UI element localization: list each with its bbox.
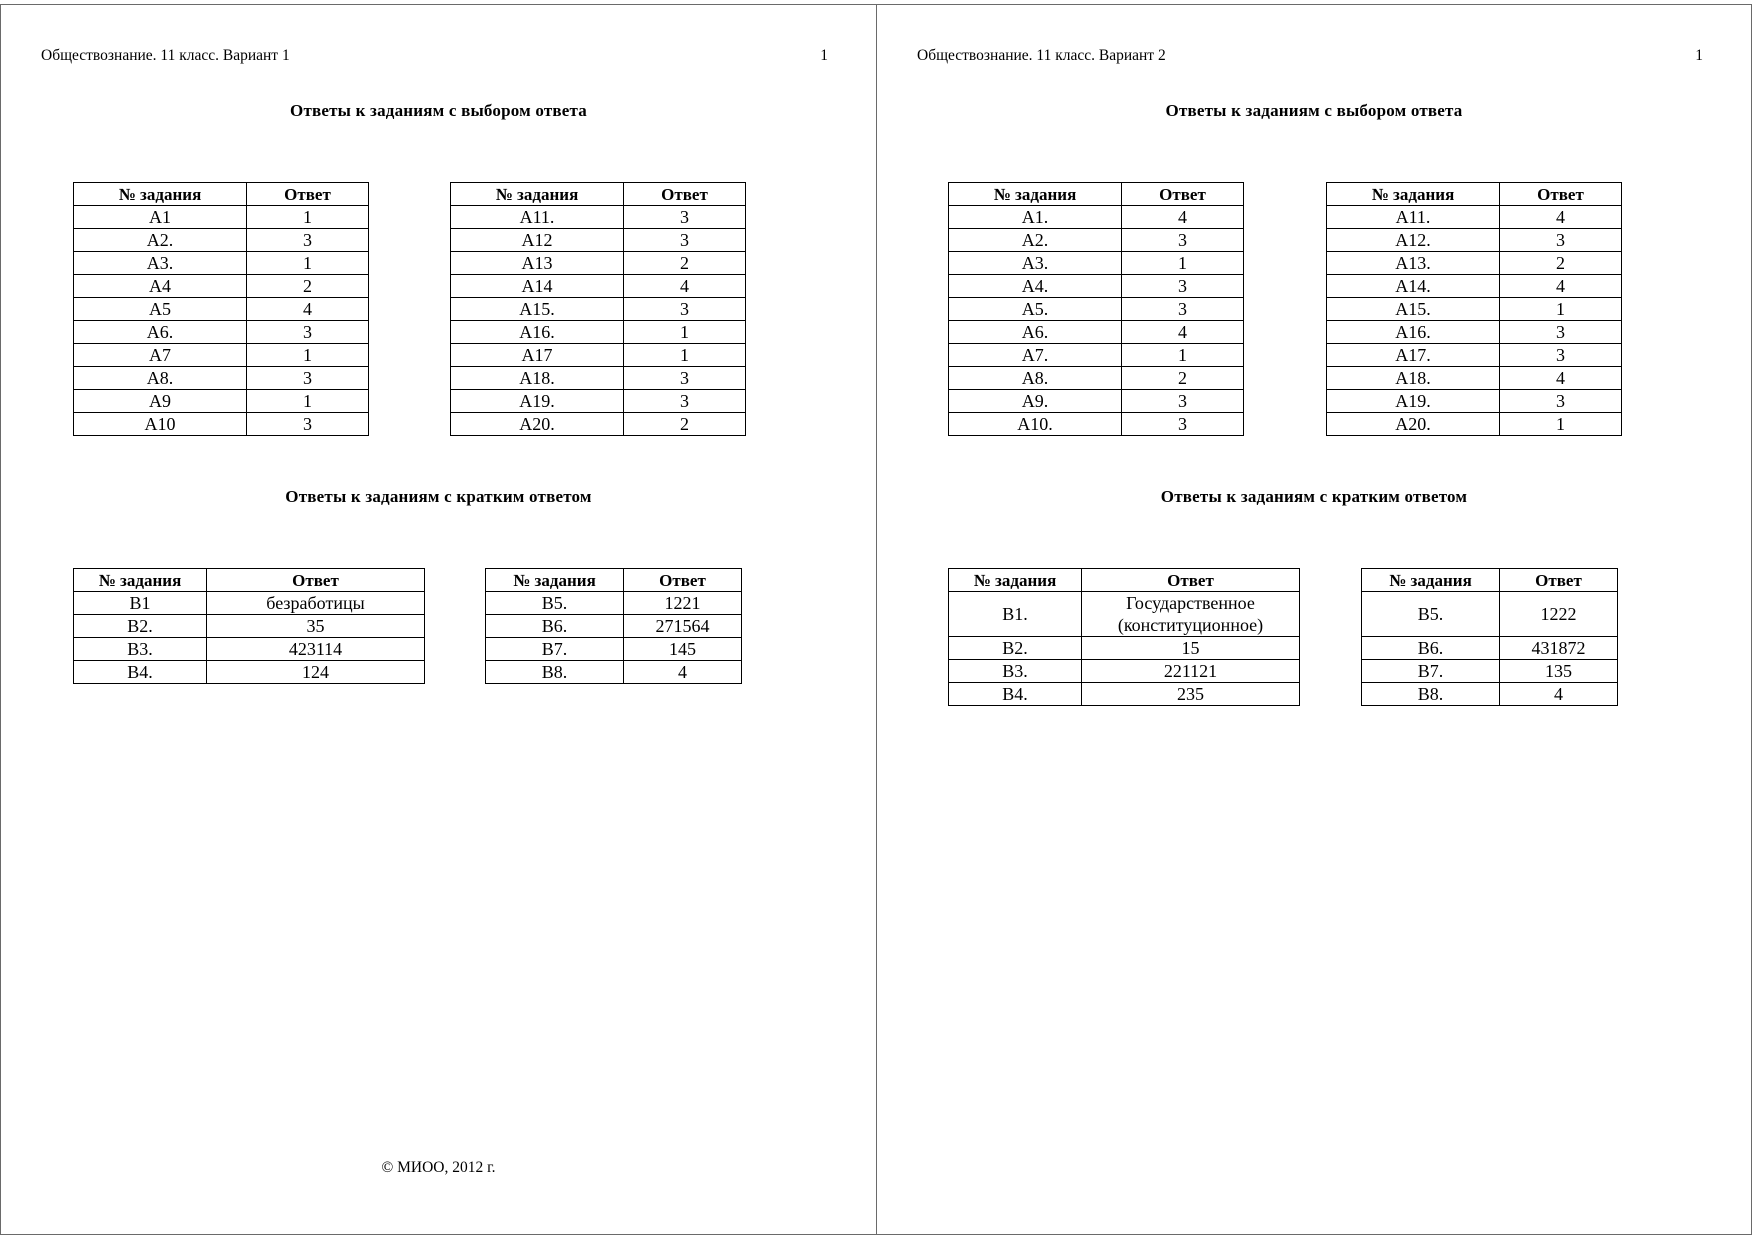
answer-cell: 2 — [624, 252, 746, 275]
answer-cell: 4 — [1500, 206, 1622, 229]
answer-cell: 431872 — [1500, 637, 1618, 660]
page-header-title: Обществознание. 11 класс. Вариант 1 — [41, 47, 290, 64]
task-cell: А9 — [74, 390, 247, 413]
task-cell: А17. — [1327, 344, 1500, 367]
table-row — [1327, 206, 1622, 229]
table-row — [1362, 637, 1618, 660]
answer-cell: 3 — [624, 206, 746, 229]
answer-cell: 3 — [247, 321, 369, 344]
task-cell: А3. — [74, 252, 247, 275]
answer-cell: 3 — [1122, 275, 1244, 298]
task-cell: А1 — [74, 206, 247, 229]
table-row — [74, 298, 369, 321]
answer-cell: 4 — [247, 298, 369, 321]
table-row — [1327, 413, 1622, 436]
answer-cell: 3 — [1122, 390, 1244, 413]
table-row — [949, 298, 1244, 321]
table-row — [74, 252, 369, 275]
table-row — [949, 413, 1244, 436]
column-header-task: № задания — [451, 183, 624, 206]
task-cell: В8. — [486, 661, 624, 684]
task-cell: А20. — [1327, 413, 1500, 436]
answer-cell: 145 — [624, 638, 742, 661]
table-row — [1362, 592, 1618, 637]
table-row — [949, 229, 1244, 252]
task-cell: А12 — [451, 229, 624, 252]
section-title-short-answer: Ответы к заданиям с кратким ответом — [285, 487, 592, 506]
table-row — [74, 638, 425, 661]
answer-cell: 1 — [1122, 252, 1244, 275]
task-cell: А4 — [74, 275, 247, 298]
answers-table-b1-b4 — [948, 568, 1300, 706]
table-row — [74, 367, 369, 390]
answers-table-a1-a10 — [948, 182, 1244, 436]
table-row — [949, 660, 1300, 683]
table-row — [451, 206, 746, 229]
answer-cell: 4 — [624, 661, 742, 684]
answer-cell: 2 — [624, 413, 746, 436]
page-variant-2 — [876, 4, 1752, 1235]
answers-table-b5-b8 — [485, 568, 742, 684]
table-row — [1327, 390, 1622, 413]
answer-cell: 124 — [207, 661, 425, 684]
task-cell: А2. — [949, 229, 1122, 252]
answer-cell: 3 — [247, 367, 369, 390]
table-row — [451, 252, 746, 275]
table-row — [74, 592, 425, 615]
table-row — [451, 413, 746, 436]
task-cell: А6. — [74, 321, 247, 344]
answer-cell: 423114 — [207, 638, 425, 661]
answer-cell: 1 — [247, 206, 369, 229]
task-cell: А16. — [1327, 321, 1500, 344]
task-cell: А6. — [949, 321, 1122, 344]
answer-cell: 3 — [1122, 298, 1244, 321]
table-row — [949, 275, 1244, 298]
answer-cell: 1 — [247, 252, 369, 275]
task-cell: А10 — [74, 413, 247, 436]
table-row — [74, 413, 369, 436]
table-row — [451, 229, 746, 252]
table-row — [1327, 367, 1622, 390]
table-row — [1327, 298, 1622, 321]
answer-cell: 3 — [624, 229, 746, 252]
answer-cell: 135 — [1500, 660, 1618, 683]
task-cell: А5 — [74, 298, 247, 321]
column-header-task: № задания — [949, 183, 1122, 206]
task-cell: В3. — [949, 660, 1082, 683]
table-row — [1327, 344, 1622, 367]
answer-cell: 1221 — [624, 592, 742, 615]
column-header-answer: Ответ — [624, 183, 746, 206]
table-row — [949, 321, 1244, 344]
task-cell: А3. — [949, 252, 1122, 275]
column-header-task: № задания — [74, 183, 247, 206]
table-row — [486, 638, 742, 661]
answer-cell: 2 — [1500, 252, 1622, 275]
page-number: 1 — [820, 47, 828, 64]
table-row — [74, 390, 369, 413]
answers-table-b5-b8 — [1361, 568, 1618, 706]
table-row — [949, 592, 1300, 637]
answer-cell: 1 — [1500, 413, 1622, 436]
table-row — [949, 344, 1244, 367]
answer-cell: 1 — [624, 321, 746, 344]
column-header-answer: Ответ — [1122, 183, 1244, 206]
table-row — [1327, 321, 1622, 344]
answer-cell: 15 — [1082, 637, 1300, 660]
task-cell: А13 — [451, 252, 624, 275]
task-cell: А9. — [949, 390, 1122, 413]
answer-cell: 3 — [624, 390, 746, 413]
task-cell: А14 — [451, 275, 624, 298]
table-row — [451, 344, 746, 367]
task-cell: А15. — [451, 298, 624, 321]
task-cell: А17 — [451, 344, 624, 367]
task-cell: А8. — [949, 367, 1122, 390]
answer-cell: 1 — [247, 344, 369, 367]
column-header-task: № задания — [1327, 183, 1500, 206]
task-cell: А16. — [451, 321, 624, 344]
task-cell: В5. — [486, 592, 624, 615]
task-cell: А20. — [451, 413, 624, 436]
page-header-title: Обществознание. 11 класс. Вариант 2 — [917, 47, 1166, 64]
table-row — [451, 321, 746, 344]
task-cell: А7. — [949, 344, 1122, 367]
task-cell: А7 — [74, 344, 247, 367]
table-row — [1327, 275, 1622, 298]
page-variant-1 — [0, 4, 877, 1235]
answer-cell: 3 — [624, 298, 746, 321]
answer-cell: 1222 — [1500, 592, 1618, 637]
answer-cell: 1 — [624, 344, 746, 367]
task-cell: В4. — [74, 661, 207, 684]
table-row — [949, 683, 1300, 706]
table-row — [74, 344, 369, 367]
answer-cell: безработицы — [207, 592, 425, 615]
answer-cell: 3 — [1500, 344, 1622, 367]
task-cell: В3. — [74, 638, 207, 661]
table-row — [451, 275, 746, 298]
section-title-multiple-choice: Ответы к заданиям с выбором ответа — [1165, 101, 1463, 120]
task-cell: В4. — [949, 683, 1082, 706]
answer-cell: 235 — [1082, 683, 1300, 706]
answer-cell: 4 — [1122, 206, 1244, 229]
column-header-answer: Ответ — [624, 569, 742, 592]
answer-cell: 3 — [624, 367, 746, 390]
task-cell: В5. — [1362, 592, 1500, 637]
answers-table-b1-b4 — [73, 568, 425, 684]
table-row — [74, 275, 369, 298]
task-cell: А10. — [949, 413, 1122, 436]
column-header-task: № задания — [486, 569, 624, 592]
task-cell: В1 — [74, 592, 207, 615]
answer-cell: 1 — [1122, 344, 1244, 367]
task-cell: А1. — [949, 206, 1122, 229]
task-cell: А15. — [1327, 298, 1500, 321]
answer-cell: 2 — [1122, 367, 1244, 390]
answer-cell: 3 — [1122, 229, 1244, 252]
table-row — [74, 206, 369, 229]
answer-cell: 4 — [1500, 275, 1622, 298]
task-cell: В7. — [486, 638, 624, 661]
answer-cell: 1 — [1500, 298, 1622, 321]
table-row — [949, 367, 1244, 390]
answers-table-a11-a20 — [450, 182, 746, 436]
section-title-multiple-choice: Ответы к заданиям с выбором ответа — [290, 101, 587, 120]
task-cell: А12. — [1327, 229, 1500, 252]
table-row — [74, 321, 369, 344]
answer-cell: 2 — [247, 275, 369, 298]
table-row — [949, 206, 1244, 229]
task-cell: В2. — [949, 637, 1082, 660]
task-cell: А5. — [949, 298, 1122, 321]
answer-cell: 3 — [1500, 321, 1622, 344]
table-row — [1362, 683, 1618, 706]
column-header-answer: Ответ — [1500, 183, 1622, 206]
answer-cell: 271564 — [624, 615, 742, 638]
answer-cell: 4 — [1500, 683, 1618, 706]
task-cell: В6. — [486, 615, 624, 638]
table-row — [486, 661, 742, 684]
answer-cell: 4 — [1122, 321, 1244, 344]
task-cell: В1. — [949, 592, 1082, 637]
table-row — [1362, 660, 1618, 683]
table-row — [486, 592, 742, 615]
task-cell: А19. — [451, 390, 624, 413]
column-header-answer: Ответ — [1500, 569, 1618, 592]
table-row — [74, 615, 425, 638]
answer-cell: 4 — [1500, 367, 1622, 390]
column-header-task: № задания — [949, 569, 1082, 592]
answer-cell: 3 — [1122, 413, 1244, 436]
table-row — [1327, 252, 1622, 275]
task-cell: А2. — [74, 229, 247, 252]
task-cell: А11. — [451, 206, 624, 229]
task-cell: В6. — [1362, 637, 1500, 660]
column-header-answer: Ответ — [207, 569, 425, 592]
task-cell: А18. — [1327, 367, 1500, 390]
answer-cell: 3 — [247, 229, 369, 252]
answer-cell: 35 — [207, 615, 425, 638]
column-header-answer: Ответ — [247, 183, 369, 206]
section-title-short-answer: Ответы к заданиям с кратким ответом — [1160, 487, 1468, 506]
table-row — [451, 367, 746, 390]
table-row — [74, 661, 425, 684]
task-cell: А18. — [451, 367, 624, 390]
answer-cell: 3 — [1500, 229, 1622, 252]
answer-cell: 1 — [247, 390, 369, 413]
task-cell: В7. — [1362, 660, 1500, 683]
table-row — [74, 229, 369, 252]
answers-table-a1-a10 — [73, 182, 369, 436]
task-cell: А4. — [949, 275, 1122, 298]
answer-cell: Государственное (конституционное) — [1082, 592, 1300, 637]
answer-cell: 3 — [1500, 390, 1622, 413]
column-header-task: № задания — [1362, 569, 1500, 592]
task-cell: А19. — [1327, 390, 1500, 413]
answer-cell: 4 — [624, 275, 746, 298]
copyright-footer: © МИОО, 2012 г. — [381, 1159, 496, 1176]
table-row — [949, 252, 1244, 275]
answer-cell: 3 — [247, 413, 369, 436]
table-row — [949, 637, 1300, 660]
task-cell: А13. — [1327, 252, 1500, 275]
column-header-answer: Ответ — [1082, 569, 1300, 592]
task-cell: А8. — [74, 367, 247, 390]
task-cell: А11. — [1327, 206, 1500, 229]
table-row — [451, 390, 746, 413]
answer-cell: 221121 — [1082, 660, 1300, 683]
task-cell: В2. — [74, 615, 207, 638]
table-row — [451, 298, 746, 321]
task-cell: А14. — [1327, 275, 1500, 298]
column-header-task: № задания — [74, 569, 207, 592]
page-number: 1 — [1695, 47, 1703, 64]
answers-table-a11-a20 — [1326, 182, 1622, 436]
table-row — [949, 390, 1244, 413]
table-row — [1327, 229, 1622, 252]
table-row — [486, 615, 742, 638]
task-cell: В8. — [1362, 683, 1500, 706]
